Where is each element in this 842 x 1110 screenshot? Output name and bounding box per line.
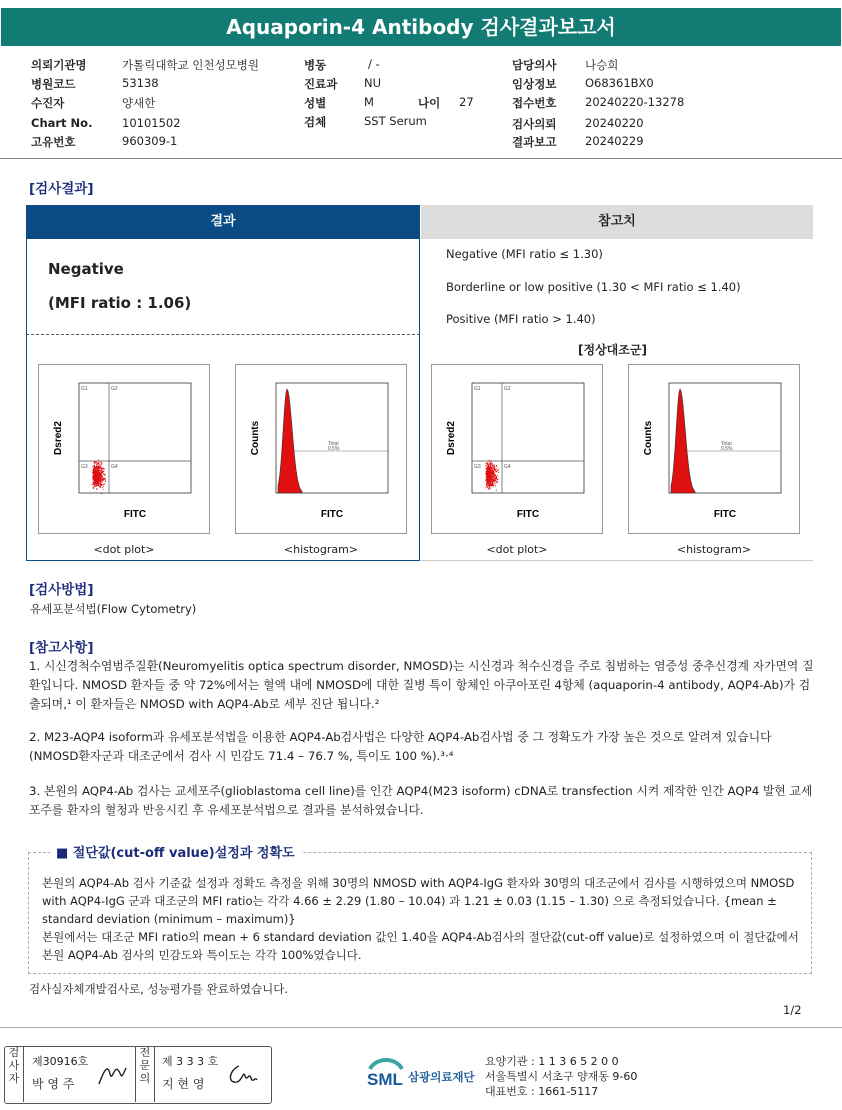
control-histogram <box>628 364 800 534</box>
specialist-signature <box>225 1060 259 1088</box>
inspector-signature <box>96 1060 130 1088</box>
dot-event <box>98 473 99 474</box>
dot-event <box>105 479 106 480</box>
dot-event <box>93 475 94 476</box>
dot-event <box>496 468 497 469</box>
dot-event <box>491 461 492 462</box>
dot-event <box>94 462 95 463</box>
dot-event <box>492 467 493 468</box>
dot-event <box>498 472 499 473</box>
dot-event <box>101 484 102 485</box>
dot-event <box>490 467 491 468</box>
dot-event <box>485 473 486 474</box>
dot-event <box>100 466 101 467</box>
plot-y-label: Dsred2 <box>53 421 64 455</box>
dot-event <box>95 484 96 485</box>
dot-event <box>487 473 488 474</box>
dot-event <box>494 480 495 481</box>
dot-event <box>96 466 97 467</box>
dot-event <box>100 487 101 488</box>
dot-event <box>98 475 99 476</box>
dot-event <box>495 475 496 476</box>
dot-event <box>491 471 492 472</box>
quadrant-label: G4 <box>504 464 511 470</box>
dot-event <box>98 469 99 470</box>
plot-y-label: Dsred2 <box>446 421 457 455</box>
dot-plot-caption: <dot plot> <box>486 543 548 556</box>
note-1: 1. 시신경척수염범주질환(Neuromyelitis optica spectrum disorder, NMOSD)는 시신경과 척수신경을 주로 침범하는 염증성 중추신경계 자가면역 질환입니다. NMOSD 환자들 중 약 72%에서는 혈액 내에 NMOSD에 대한 질병 특이 항체인 아쿠아포린 4항체 (aquaporin-4 antibody, AQP4-Ab)가 검출되며,¹ 이 환자들은 NMOSD with AQP4-Ab로 세부 진단 됩니다.² <box>29 659 814 711</box>
dot-event <box>489 460 490 461</box>
dot-event <box>94 486 95 487</box>
dot-event <box>99 486 100 487</box>
dot-event <box>97 468 98 469</box>
dot-event <box>94 484 95 485</box>
dot-event <box>95 480 96 481</box>
dot-event <box>93 479 94 480</box>
dot-event <box>98 463 99 464</box>
dot-event <box>98 480 99 481</box>
dot-event <box>98 465 99 466</box>
dot-event <box>485 487 486 488</box>
dot-event <box>103 489 104 490</box>
result-header: 결과 <box>26 205 420 239</box>
dot-event <box>98 471 99 472</box>
dot-event <box>492 463 493 464</box>
dot-event <box>491 478 492 479</box>
dot-event <box>94 468 95 469</box>
dot-event <box>486 485 487 486</box>
dot-event <box>494 467 495 468</box>
dot-event <box>93 468 94 469</box>
quadrant-label: G1 <box>81 386 88 392</box>
dot-event <box>487 481 488 482</box>
dot-event <box>492 465 493 466</box>
cutoff-text-2: 본원에서는 대조군 MFI ratio의 mean + 6 standard deviation 값인 1.40을 AQP4-Ab검사의 절단값(cut-off value)로 설정하였으며 이 절단값에서 본원 AQP4-Ab 검사의 민감도와 특이도는 각각 100%였습니다. <box>42 930 799 962</box>
plot-y-label: Counts <box>250 420 261 456</box>
dot-event <box>95 470 96 471</box>
gate-total-value: 0.5% <box>721 446 733 452</box>
dot-event <box>493 471 494 472</box>
quadrant-label: G2 <box>111 386 118 392</box>
reference-borderline: Borderline or low positive (1.30 < MFI ratio ≤ 1.40) <box>446 280 741 294</box>
dot-event <box>493 480 494 481</box>
dot-event <box>493 476 494 477</box>
dot-event <box>487 462 488 463</box>
dot-event <box>104 474 105 475</box>
reference-header: 참고치 <box>421 205 813 239</box>
dot-event <box>99 467 100 468</box>
divider <box>0 158 842 159</box>
org-name: 삼광의료재단 <box>408 1070 475 1084</box>
dot-event <box>97 482 98 483</box>
dot-event <box>101 468 102 469</box>
dot-event <box>493 479 494 480</box>
dot-event <box>489 468 490 469</box>
dot-event <box>102 479 103 480</box>
dot-event <box>94 476 95 477</box>
quadrant-label: G3 <box>81 464 88 470</box>
quadrant-label: G2 <box>504 386 511 392</box>
dot-event <box>98 484 99 485</box>
dot-event <box>96 465 97 466</box>
dot-event <box>97 469 98 470</box>
dot-event <box>102 487 103 488</box>
dot-event <box>97 473 98 474</box>
dot-event <box>103 484 104 485</box>
dot-event <box>93 465 94 466</box>
dot-event <box>488 465 489 466</box>
dot-event <box>492 470 493 471</box>
histogram-peak <box>671 389 695 493</box>
mfi-ratio: (MFI ratio : 1.06) <box>48 294 192 312</box>
patient-dot-plot <box>38 364 210 534</box>
dot-event <box>97 463 98 464</box>
dot-event <box>99 474 100 475</box>
dot-event <box>101 480 102 481</box>
dot-event <box>98 460 99 461</box>
dot-event <box>489 471 490 472</box>
dot-event <box>486 480 487 481</box>
dot-event <box>495 485 496 486</box>
dot-event <box>100 477 101 478</box>
plot-y-label: Counts <box>643 420 654 456</box>
dot-event <box>100 482 101 483</box>
dot-event <box>488 463 489 464</box>
page-number: 1/2 <box>783 1003 802 1017</box>
histogram-caption: <histogram> <box>676 543 752 556</box>
dot-event <box>92 482 93 483</box>
dot-event <box>102 478 103 479</box>
dot-event <box>96 462 97 463</box>
dot-event <box>92 477 93 478</box>
dot-event <box>105 478 106 479</box>
dot-event <box>101 467 102 468</box>
dot-event <box>98 485 99 486</box>
quadrant-label: G1 <box>474 386 481 392</box>
dot-event <box>100 464 101 465</box>
dot-event <box>96 484 97 485</box>
dot-event <box>97 478 98 479</box>
dot-event <box>94 481 95 482</box>
dot-event <box>101 463 102 464</box>
dot-event <box>95 468 96 469</box>
dot-event <box>97 477 98 478</box>
dot-event <box>101 478 102 479</box>
inspector-name: 박 영 주 <box>32 1077 75 1091</box>
dot-event <box>498 469 499 470</box>
dot-event <box>491 480 492 481</box>
dot-event <box>489 489 490 490</box>
dot-event <box>490 466 491 467</box>
dot-event <box>103 468 104 469</box>
dot-event <box>103 471 104 472</box>
dot-event <box>487 480 488 481</box>
dot-event <box>95 486 96 487</box>
dot-event <box>490 463 491 464</box>
dot-event <box>93 483 94 484</box>
report-title: Aquaporin-4 Antibody 검사결과보고서 <box>1 8 841 46</box>
footer-phone: 대표번호 : 1661-5117 <box>485 1085 599 1098</box>
dot-event <box>487 470 488 471</box>
plot-x-label: FITC <box>516 509 540 520</box>
dot-event <box>99 464 100 465</box>
dot-event <box>94 463 95 464</box>
dot-event <box>490 488 491 489</box>
dot-event <box>97 467 98 468</box>
dot-event <box>487 486 488 487</box>
notes-heading: [참고사항] <box>29 640 94 656</box>
dot-event <box>93 469 94 470</box>
cutoff-title: ■ 절단값(cut-off value)설정과 정확도 <box>50 842 301 861</box>
dot-event <box>492 484 493 485</box>
dot-event <box>494 477 495 478</box>
dot-event <box>496 471 497 472</box>
dot-event <box>103 486 104 487</box>
footer-code: 요양기관 : 1 1 3 6 5 2 0 0 <box>485 1055 619 1068</box>
dot-event <box>101 485 102 486</box>
dot-event <box>102 462 103 463</box>
dot-event <box>99 477 100 478</box>
dot-event <box>486 468 487 469</box>
dot-event <box>94 473 95 474</box>
dot-event <box>101 482 102 483</box>
dot-event <box>492 480 493 481</box>
dot-event <box>497 482 498 483</box>
footer-divider <box>0 1027 842 1028</box>
dot-event <box>489 472 490 473</box>
reference-negative: Negative (MFI ratio ≤ 1.30) <box>446 247 603 261</box>
dot-event <box>490 476 491 477</box>
dot-event <box>485 465 486 466</box>
dot-event <box>101 493 102 494</box>
dot-event <box>497 481 498 482</box>
dot-event <box>101 476 102 477</box>
gate-total-label: Total <box>328 441 339 447</box>
dot-event <box>495 480 496 481</box>
dot-event <box>490 478 491 479</box>
patient-histogram <box>235 364 407 534</box>
dot-event <box>104 469 105 470</box>
quadrant-label: G4 <box>111 464 118 470</box>
dot-event <box>486 476 487 477</box>
dot-event <box>94 466 95 467</box>
dot-event <box>493 468 494 469</box>
normal-control-label: [정상대조군] <box>578 343 647 357</box>
dot-event <box>98 482 99 483</box>
control-dot-plot <box>431 364 603 534</box>
dot-event <box>490 480 491 481</box>
dot-event <box>96 474 97 475</box>
inspector-label: 검사자 <box>5 1046 24 1102</box>
dot-event <box>104 483 105 484</box>
dot-event <box>487 465 488 466</box>
dot-event <box>491 482 492 483</box>
dot-event <box>495 483 496 484</box>
dot-event <box>95 482 96 483</box>
dot-event <box>92 484 93 485</box>
dot-event <box>494 469 495 470</box>
dot-event <box>96 488 97 489</box>
dot-event <box>497 479 498 480</box>
dot-event <box>100 479 101 480</box>
dot-event <box>93 478 94 479</box>
dot-event <box>491 474 492 475</box>
dot-event <box>496 481 497 482</box>
dot-event <box>93 488 94 489</box>
dot-event <box>98 462 99 463</box>
sml-logo <box>366 1055 406 1093</box>
dot-event <box>95 475 96 476</box>
dot-event <box>487 478 488 479</box>
dot-event <box>492 471 493 472</box>
dot-event <box>96 478 97 479</box>
dot-event <box>493 481 494 482</box>
dashed-divider <box>26 334 420 335</box>
dot-event <box>488 488 489 489</box>
dot-event <box>489 475 490 476</box>
method-heading: [검사방법] <box>29 582 94 598</box>
dot-event <box>489 460 490 461</box>
dot-event <box>100 473 101 474</box>
dot-event <box>491 484 492 485</box>
dot-event <box>493 485 494 486</box>
dot-event <box>488 479 489 480</box>
dot-event <box>99 461 100 462</box>
dot-event <box>486 463 487 464</box>
note-2: 2. M23-AQP4 isoform과 유세포분석법을 이용한 AQP4-Ab검사법은 다양한 AQP4-Ab검사법 중 그 정확도가 가장 높은 것으로 알려져 있습니다(NMOSD환자군과 대조군에서 검사 시 민감도 71.4 – 76.7 %, 특이도 100 %).³·⁴ <box>29 730 772 763</box>
dot-event <box>490 465 491 466</box>
dot-event <box>104 479 105 480</box>
dot-event <box>92 466 93 467</box>
specialist-label: 전문의 <box>135 1046 155 1102</box>
dot-event <box>105 474 106 475</box>
dot-event <box>487 468 488 469</box>
sml-logo-icon <box>366 1055 406 1089</box>
footer-address: 서울특별시 서초구 양재동 9-60 <box>485 1070 638 1083</box>
quadrant-label: G3 <box>474 464 481 470</box>
result-heading: [검사결과] <box>29 181 94 197</box>
svg-text:SML: SML <box>367 1070 403 1089</box>
plot-x-label: FITC <box>123 509 147 520</box>
gate-total-value: 0.5% <box>328 446 340 452</box>
inspector-number: 제30916호 <box>32 1055 89 1068</box>
dot-event <box>102 476 103 477</box>
gate-total-label: Total <box>721 441 732 447</box>
plot-x-label: FITC <box>713 509 737 520</box>
dot-event <box>497 470 498 471</box>
dot-event <box>97 485 98 486</box>
histogram-peak <box>278 389 302 493</box>
dot-event <box>489 486 490 487</box>
histogram-caption: <histogram> <box>283 543 359 556</box>
note-3: 3. 본원의 AQP4-Ab 검사는 교세포주(glioblastoma cell line)를 인간 AQP4(M23 isoform) cDNA로 transfection 시켜 제작한 인간 AQP4 발현 교세포주를 환자의 혈청과 반응시킨 후 유세포분석법으로 결과를 분석하였습니다. <box>29 784 813 817</box>
cutoff-text-1: 본원의 AQP4-Ab 검사 기준값 설정과 정확도 측정을 위해 30명의 NMOSD with AQP4-IgG 환자와 30명의 대조군에서 검사를 시행하였으며 NMOSD with AQP4-IgG 군과 대조군의 MFI ratio는 각각 4.66 ± 2.29 (1.80 – 10.04) 과 1.21 ± 0.03 (1.15 – 1.30) 으로 측정되었습니다. {mean ± standard deviation (minimum – maximum)} <box>42 876 795 926</box>
dot-event <box>94 471 95 472</box>
plot-x-label: FITC <box>320 509 344 520</box>
dot-event <box>494 464 495 465</box>
specialist-name: 지 현 영 <box>162 1077 205 1091</box>
result-value: Negative <box>48 260 124 278</box>
dot-event <box>490 462 491 463</box>
dot-event <box>98 479 99 480</box>
dot-event <box>486 475 487 476</box>
dot-event <box>497 475 498 476</box>
dot-event <box>102 480 103 481</box>
reference-positive: Positive (MFI ratio > 1.40) <box>446 312 596 326</box>
dot-event <box>100 462 101 463</box>
dot-event <box>102 471 103 472</box>
specialist-number: 제 3 3 3 호 <box>162 1055 219 1068</box>
dot-event <box>486 471 487 472</box>
dot-plot-caption: <dot plot> <box>93 543 155 556</box>
dot-event <box>100 470 101 471</box>
footnote: 검사실자체개발검사로, 성능평가를 완료하였습니다. <box>29 982 289 996</box>
dot-event <box>489 484 490 485</box>
dot-event <box>488 467 489 468</box>
method-text: 유세포분석법(Flow Cytometry) <box>30 602 197 616</box>
dot-event <box>95 467 96 468</box>
dot-event <box>496 490 497 491</box>
dot-event <box>493 472 494 473</box>
dot-event <box>105 481 106 482</box>
dot-event <box>487 467 488 468</box>
dot-event <box>98 474 99 475</box>
dot-event <box>486 483 487 484</box>
dot-event <box>496 478 497 479</box>
dot-event <box>486 484 487 485</box>
dot-event <box>492 485 493 486</box>
dot-event <box>496 465 497 466</box>
dot-event <box>494 470 495 471</box>
dot-event <box>96 485 97 486</box>
dot-event <box>99 475 100 476</box>
dot-event <box>489 481 490 482</box>
dot-event <box>488 482 489 483</box>
dot-event <box>494 475 495 476</box>
dot-event <box>492 472 493 473</box>
dot-event <box>93 473 94 474</box>
